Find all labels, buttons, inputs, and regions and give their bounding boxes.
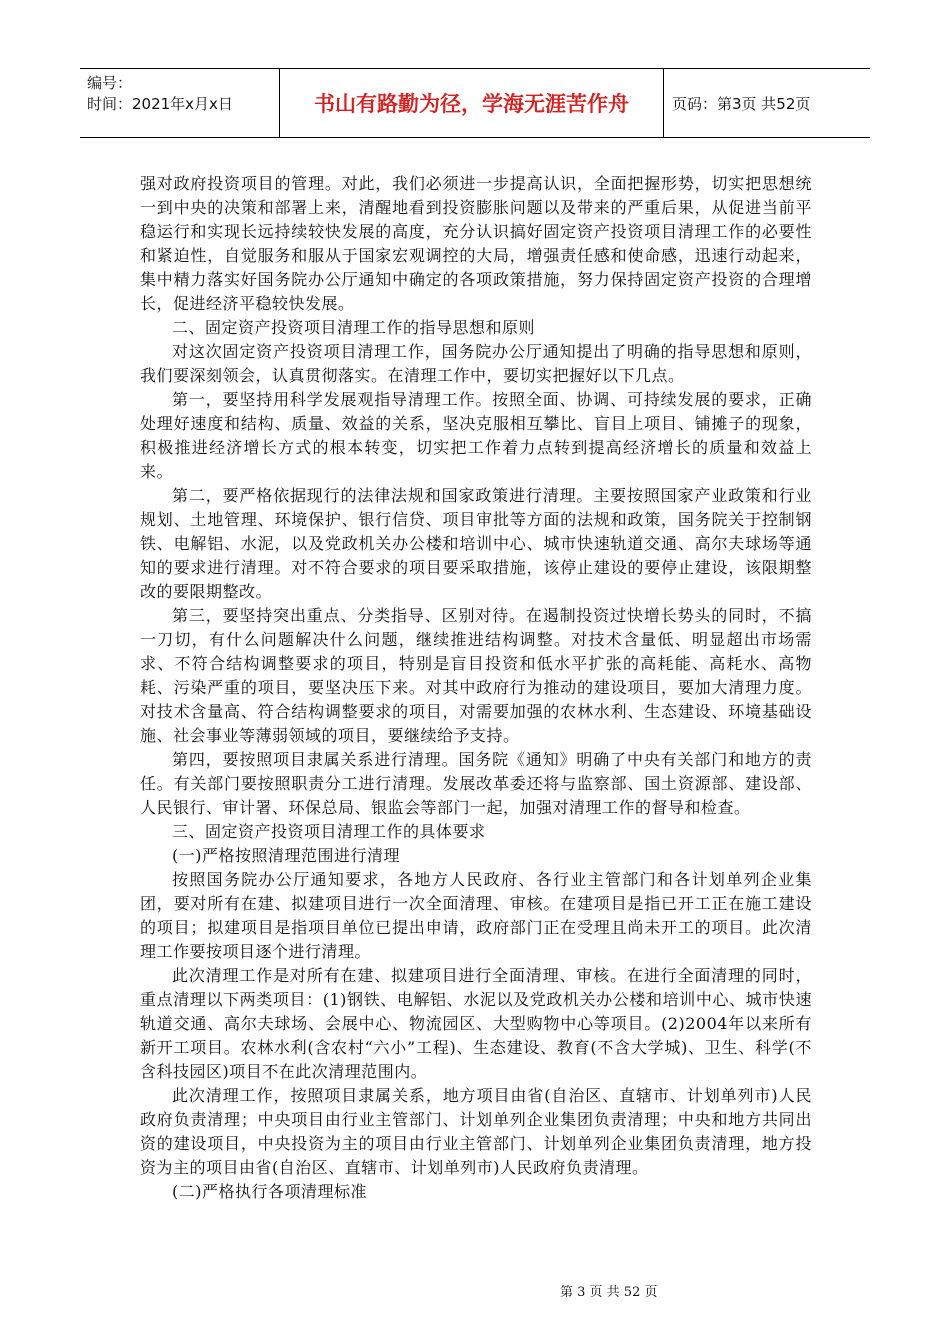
paragraph: 对这次固定资产投资项目清理工作，国务院办公厅通知提出了明确的指导思想和原则，我们要深刻领会，认真贯彻落实。在清理工作中，要切实把握好以下几点。 — [140, 342, 812, 385]
section-heading: 三、固定资产投资项目清理工作的具体要求 — [172, 822, 486, 841]
paragraph: 第一，要坚持用科学发展观指导清理工作。按照全面、协调、可持续发展的要求，正确处理好速度和结构、质量、效益的关系，坚决克服相互攀比、盲目上项目、铺摊子的现象，积极推进经济增长方式的根本转变，切实把工作着力点转到提高经济增长的质量和效益上来。 — [140, 390, 812, 481]
paragraph: 此次清理工作，按照项目隶属关系，地方项目由省(自治区、直辖市、计划单列市)人民政府负责清理；中央项目由行业主管部门、计划单列企业集团负责清理；中央和地方共同出资的建设项目，中央投资为主的项目由行业主管部门、计划单列企业集团负责清理，地方投资为主的项目由省(自治区、直辖市、计划单列市)人民政府负责清理。 — [140, 1086, 812, 1177]
paragraph: 按照国务院办公厅通知要求，各地方人民政府、各行业主管部门和各计划单列企业集团，要对所有在建、拟建项目进行一次全面清理、审核。在建项目是指已开工正在施工建设的项目；拟建项目是指项目单位已提出申请，政府部门正在受理且尚未开工的项目。此次清理工作要按项目逐个进行清理。 — [140, 870, 812, 961]
header-meta — [80, 69, 280, 137]
paragraph: 强对政府投资项目的管理。对此，我们必须进一步提高认识，全面把握形势，切实把思想统一到中央的决策和部署上来，清醒地看到投资膨胀问题以及带来的严重后果，从促进当前平稳运行和实现长远持续较快发展的高度，充分认识搞好固定资产投资项目清理工作的必要性和紧迫性，自觉服务和服从于国家宏观调控的大局，增强责任感和使命感，迅速行动起来，集中精力落实好国务院办公厅通知中确定的各项政策措施，努力保持固定资产投资的合理增长，促进经济平稳较快发展。 — [140, 174, 812, 313]
paragraph: 第三，要坚持突出重点、分类指导、区别对待。在遏制投资过快增长势头的同时，不搞一刀切，有什么问题解决什么问题，继续推进结构调整。对技术含量低、明显超出市场需求、不符合结构调整要求的项目，特别是盲目投资和低水平扩张的高耗能、高耗水、高物耗、污染严重的项目，要坚决压下来。对其中政府行为推动的建设项目，要加大清理力度。对技术含量高、符合结构调整要求的项目，对需要加强的农林水利、生态建设、环境基础设施、社会事业等薄弱领域的项目，要继续给予支持。 — [140, 606, 812, 745]
paragraph: 此次清理工作是对所有在建、拟建项目进行全面清理、审核。在进行全面清理的同时，重点清理以下两类项目：(1)钢铁、电解铝、水泥以及党政机关办公楼和培训中心、城市快速轨道交通、高尔夫球场、会展中心、物流园区、大型购物中心等项目。(2)2004年以来所有新开工项目。农林水利(含农村“六小”工程)、生态建设、教育(不含大学城)、卫生、科学(不含科技园区)项目不在此次清理范围内。 — [140, 966, 812, 1081]
page-footer: 第 3 页 共 52 页 — [560, 1285, 658, 1300]
subsection-heading: (二)严格执行各项清理标准 — [172, 1182, 367, 1201]
header-page-label: 页码：第3页 共52页 — [672, 94, 811, 113]
section-heading: 二、固定资产投资项目清理工作的指导思想和原则 — [172, 318, 536, 337]
time-label: 时间：2021年x月x日 — [87, 95, 233, 113]
header-motto: 书山有路勤为径，学海无涯苦作舟 — [280, 69, 664, 137]
paragraph: 第四，要按照项目隶属关系进行清理。国务院《通知》明确了中央有关部门和地方的责任。有关部门要按照职责分工进行清理。发展改革委还将与监察部、国土资源部、建设部、人民银行、审计署、环保总局、银监会等部门一起，加强对清理工作的督导和检查。 — [140, 750, 812, 817]
document-body — [140, 172, 812, 1204]
paragraph: 第二，要严格依据现行的法律法规和国家政策进行清理。主要按照国家产业政策和行业规划、土地管理、环境保护、银行信贷、项目审批等方面的法规和政策，国务院关于控制钢铁、电解铝、水泥，以及党政机关办公楼和培训中心、城市快速轨道交通、高尔夫球场等通知的要求进行清理。对不符合要求的项目要采取措施，该停止建设的要停止建设，该限期整改的要限期整改。 — [140, 486, 812, 601]
page-header — [80, 68, 870, 138]
subsection-heading: (一)严格按照清理范围进行清理 — [172, 846, 400, 865]
number-label: 编号： — [87, 74, 133, 92]
